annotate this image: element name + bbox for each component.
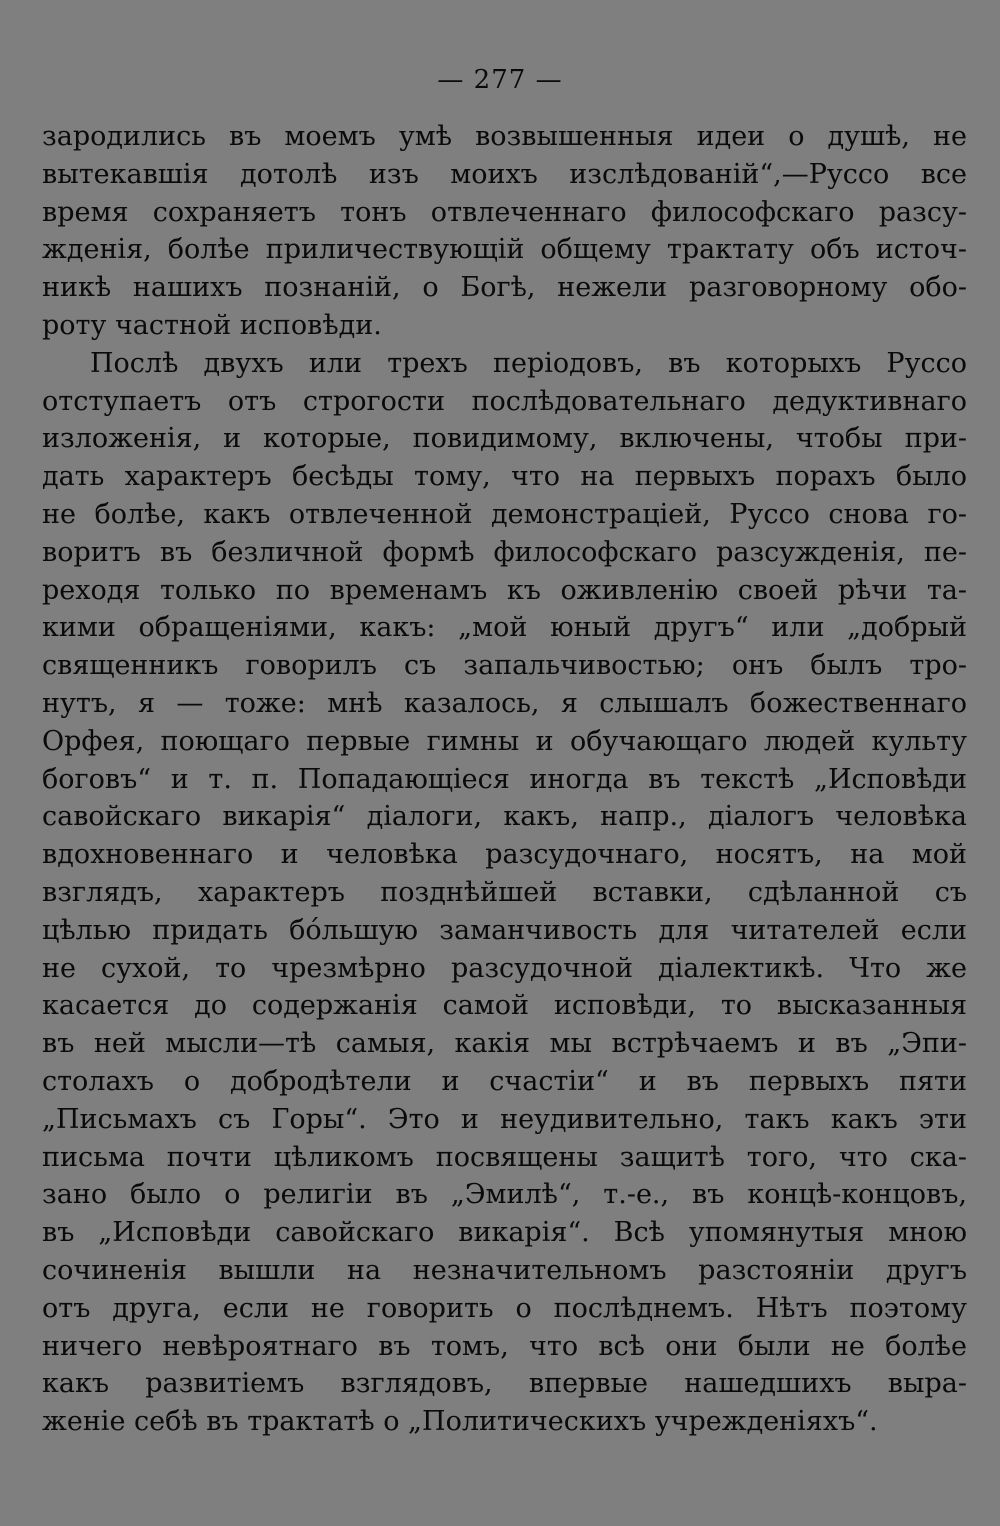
- text-line: священникъ говорилъ съ запальчивостью; онъ былъ тро-: [42, 650, 967, 682]
- text-line: цѣлью придать бо́льшую заманчивость для читателей если: [42, 914, 967, 946]
- text-line: вытекавшія дотолѣ изъ моихъ изслѣдованій“,—Руссо все: [42, 158, 967, 190]
- text-line: зародились въ моемъ умѣ возвышенныя идеи о душѣ, не: [42, 121, 967, 152]
- text-line: не болѣе, какъ отвлеченной демонстраціей, Руссо снова го-: [42, 498, 967, 530]
- text-line: отъ друга, если не говорить о послѣднемъ. Нѣтъ поэтому: [42, 1292, 967, 1324]
- text-line: ничего невѣроятнаго въ томъ, что всѣ они были не болѣе: [42, 1330, 967, 1362]
- text-line: савойскаго викарія“ діалоги, какъ, напр., діалогъ человѣка: [42, 801, 967, 833]
- text-line: воритъ въ безличной формѣ философскаго разсужденія, пе-: [42, 536, 967, 568]
- text-line: касается до содержанія самой исповѣди, то высказанныя: [42, 990, 967, 1022]
- text-line: Орфея, поющаго первые гимны и обучающаго людей культу: [42, 725, 967, 757]
- text-line: сочиненія вышли на незначительномъ разстояніи другъ: [42, 1254, 967, 1286]
- text-line: женіе себѣ въ трактатѣ о „Политическихъ учрежденіяхъ“.: [42, 1406, 878, 1438]
- text-line: жденія, болѣе приличествующій общему трактату объ источ-: [42, 234, 967, 266]
- text-line: Послѣ двухъ или трехъ періодовъ, въ которыхъ Руссо: [90, 347, 967, 379]
- text-line: столахъ о добродѣтели и счастіи“ и въ первыхъ пяти: [42, 1065, 967, 1097]
- text-line: вдохновеннаго и человѣка разсудочнаго, носятъ, на мой: [42, 839, 967, 871]
- text-line: въ ней мысли—тѣ самыя, какія мы встрѣчаемъ и въ „Эпи-: [42, 1028, 967, 1060]
- text-line: роту частной исповѣди.: [42, 309, 382, 341]
- text-line: нутъ, я — тоже: мнѣ казалось, я слышалъ божественнаго: [42, 687, 967, 719]
- text-line: какъ развитіемъ взглядовъ, впервые нашедшихъ выра-: [42, 1368, 967, 1400]
- text-line: реходя только по временамъ къ оживленію своей рѣчи та-: [42, 574, 967, 606]
- paragraph: [42, 118, 967, 345]
- body-text: [42, 118, 967, 1441]
- text-line: кими обращеніями, какъ: „мой юный другъ“ или „добрый: [42, 612, 967, 644]
- text-line: въ „Исповѣди савойскаго викарія“. Всѣ упомянутыя мною: [42, 1217, 967, 1249]
- text-line: не сухой, то чрезмѣрно разсудочной діалектикѣ. Что же: [42, 952, 967, 984]
- text-line: изложенія, и которые, повидимому, включены, чтобы при-: [42, 423, 967, 455]
- text-line: время сохраняетъ тонъ отвлеченнаго философскаго разсу-: [42, 196, 967, 228]
- text-line: письма почти цѣликомъ посвящены защитѣ того, что ска-: [42, 1141, 967, 1173]
- paragraph: [42, 345, 967, 1441]
- text-line: взглядъ, характеръ позднѣйшей вставки, сдѣланной съ: [42, 876, 967, 908]
- text-line: „Письмахъ съ Горы“. Это и неудивительно, такъ какъ эти: [42, 1103, 967, 1135]
- text-line: никѣ нашихъ познаній, о Богѣ, нежели разговорному обо-: [42, 272, 967, 304]
- text-line: зано было о религіи въ „Эмилѣ“, т.-е., въ концѣ-концовъ,: [42, 1179, 967, 1211]
- text-line: боговъ“ и т. п. Попадающіеся иногда въ текстѣ „Исповѣди: [42, 763, 967, 795]
- text-line: дать характеръ бесѣды тому, что на первыхъ порахъ было: [42, 461, 967, 493]
- page-number: — 277 —: [437, 65, 563, 95]
- text-line: отступаетъ отъ строгости послѣдовательнаго дедуктивнаго: [42, 385, 967, 417]
